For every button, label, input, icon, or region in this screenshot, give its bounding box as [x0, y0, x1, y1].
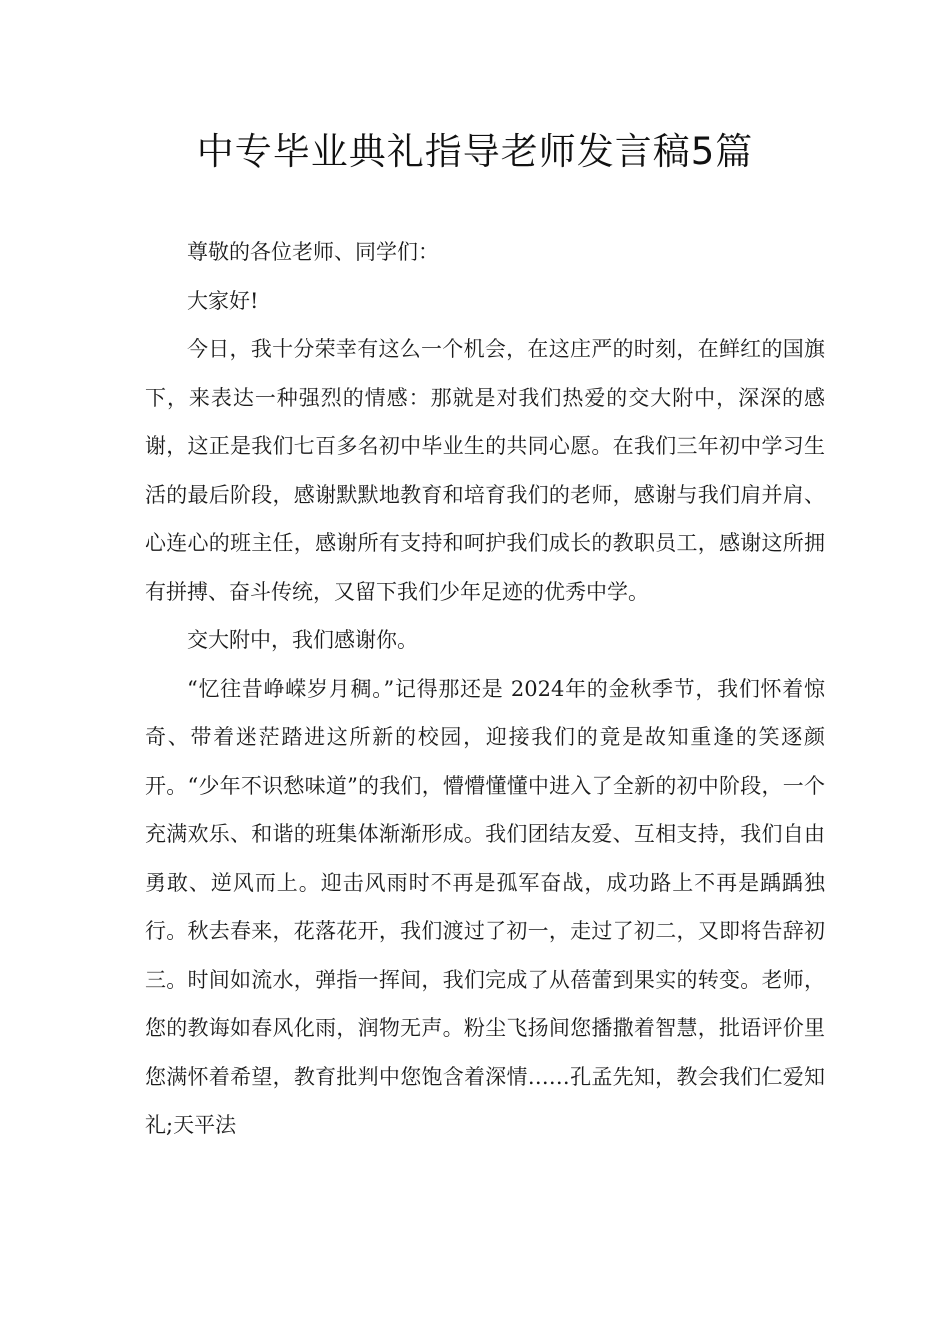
body-paragraph: 交大附中，我们感谢你。	[187, 628, 418, 652]
salutation-paragraph: 尊敬的各位老师、同学们：	[187, 240, 439, 264]
document-title: 中专毕业典礼指导老师发言稿5篇	[196, 130, 754, 173]
document-body	[145, 228, 825, 1150]
body-paragraph: 今日，我十分荣幸有这么一个机会，在这庄严的时刻，在鲜红的国旗下，来表达一种强烈的情感：那就是对我们热爱的交大附中，深深的感谢，这正是我们七百多名初中毕业生的共同心愿。在我们三年初中学习生活的最后阶段，感谢默默地教育和培育我们的老师，感谢与我们肩并肩、心连心的班主任，感谢所有支持和呵护我们成长的教职员工，感谢这所拥有拼搏、奋斗传统，又留下我们少年足迹的优秀中学。	[145, 337, 825, 604]
body-paragraph: “忆往昔峥嵘岁月稠。”记得那还是 2024年的金秋季节，我们怀着惊奇、带着迷茫踏进这所新的校园，迎接我们的竟是故知重逢的笑逐颜开。“少年不识愁味道”的我们，懵懵懂懂中进入了全新的初中阶段，一个充满欢乐、和谐的班集体渐渐形成。我们团结友爱、互相支持，我们自由勇敢、逆风而上。迎击风雨时不再是孤军奋战，成功路上不再是踽踽独行。秋去春来，花落花开，我们渡过了初一，走过了初二，又即将告辞初三。时间如流水，弹指一挥间，我们完成了从蓓蕾到果实的转变。老师，您的教诲如春风化雨，润物无声。粉尘飞扬间您播撒着智慧，批语评价里您满怀着希望，教育批判中您饱含着深情……孔孟先知，教会我们仁爱知礼;天平法	[145, 676, 825, 1137]
greeting-paragraph: 大家好!	[187, 288, 259, 313]
